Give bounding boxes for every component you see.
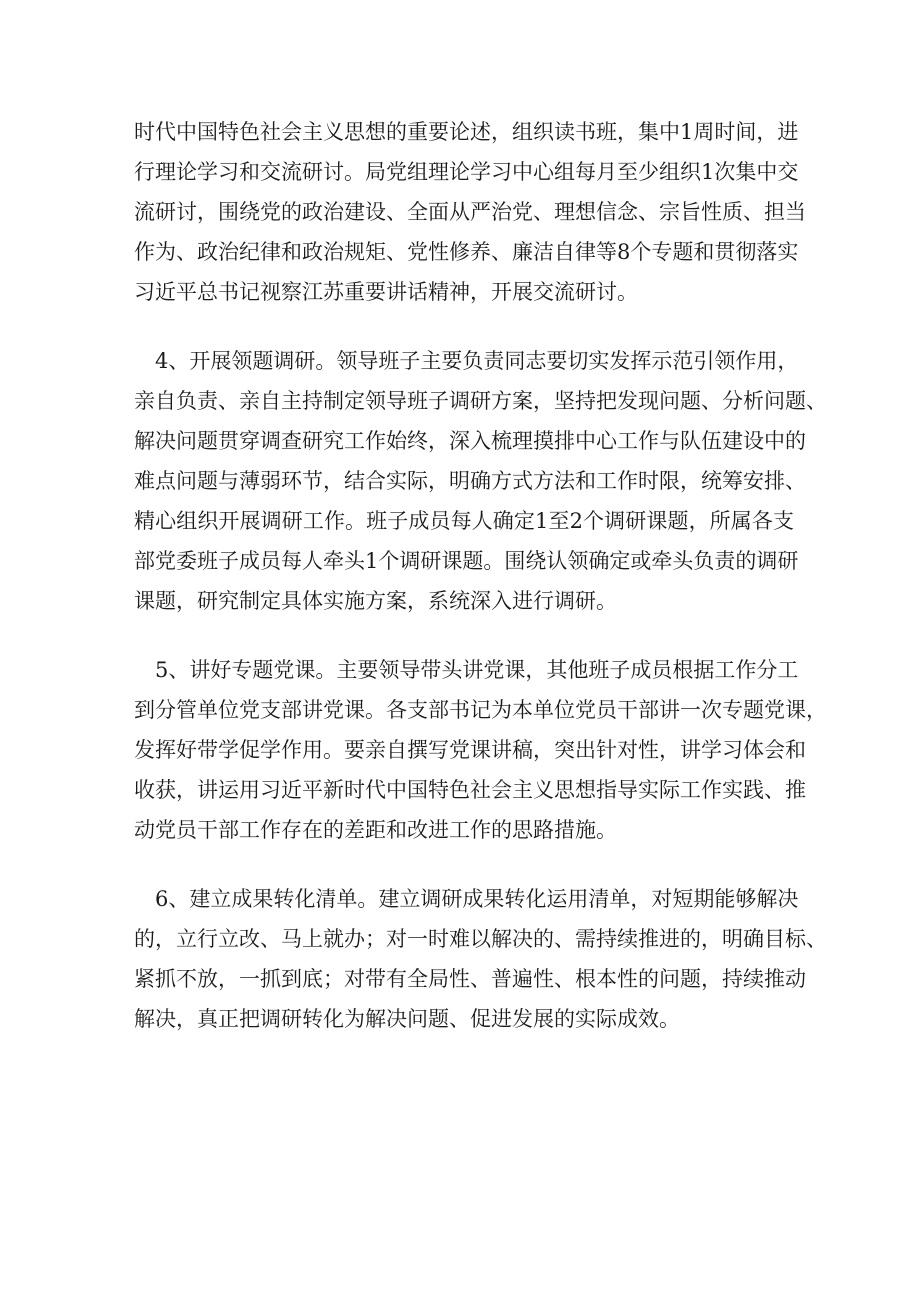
text-line: 动党员干部工作存在的差距和改进工作的思路措施。	[134, 818, 617, 842]
paragraph-item-6	[134, 879, 827, 1039]
text-line: 行理论学习和交流研讨。局党组理论学习中心组每月至少组织1次集中交	[134, 160, 799, 184]
paragraph-item-5	[134, 650, 827, 850]
text-line: 流研讨，围绕党的政治建设、全面从严治党、理想信念、宗旨性质、担当	[134, 200, 806, 224]
text-line: 课题，研究制定具体实施方案，系统深入进行调研。	[134, 589, 617, 613]
document-page	[134, 112, 827, 1068]
text-line: 时代中国特色社会主义思想的重要论述，组织读书班，集中1周时间，进	[134, 120, 799, 144]
text-line: 作为、政治纪律和政治规矩、党性修养、廉洁自律等8个专题和贯彻落实	[134, 240, 799, 264]
paragraph-item-4	[134, 341, 827, 621]
paragraph-continuation	[134, 112, 806, 312]
text-line: 6、建立成果转化清单。建立调研成果转化运用清单，对短期能够解决	[134, 887, 799, 911]
text-line: 精心组织开展调研工作。班子成员每人确定1至2个调研课题，所属各支	[134, 509, 794, 533]
text-line: 紧抓不放，一抓到底；对带有全局性、普遍性、根本性的问题，持续推动	[134, 967, 806, 991]
text-line: 5、讲好专题党课。主要领导带头讲党课，其他班子成员根据工作分工	[134, 658, 799, 682]
text-line: 习近平总书记视察江苏重要讲话精神，开展交流研讨。	[134, 280, 638, 304]
text-line: 亲自负责、亲自主持制定领导班子调研方案，坚持把发现问题、分析问题、	[134, 389, 827, 413]
text-line: 到分管单位党支部讲党课。各支部书记为本单位党员干部讲一次专题党课，	[134, 698, 827, 722]
text-line: 解决，真正把调研转化为解决问题、促进发展的实际成效。	[134, 1007, 680, 1031]
text-line: 收获，讲运用习近平新时代中国特色社会主义思想指导实际工作实践、推	[134, 778, 806, 802]
text-line: 难点问题与薄弱环节，结合实际，明确方式方法和工作时限，统筹安排、	[134, 469, 806, 493]
text-line: 部党委班子成员每人牵头1个调研课题。围绕认领确定或牵头负责的调研	[134, 549, 799, 573]
text-line: 的，立行立改、马上就办；对一时难以解决的、需持续推进的，明确目标、	[134, 927, 827, 951]
text-line: 解决问题贯穿调查研究工作始终，深入梳理摸排中心工作与队伍建设中的	[134, 429, 806, 453]
text-line: 4、开展领题调研。领导班子主要负责同志要切实发挥示范引领作用，	[134, 349, 799, 373]
text-line: 发挥好带学促学作用。要亲自撰写党课讲稿，突出针对性，讲学习体会和	[134, 738, 806, 762]
